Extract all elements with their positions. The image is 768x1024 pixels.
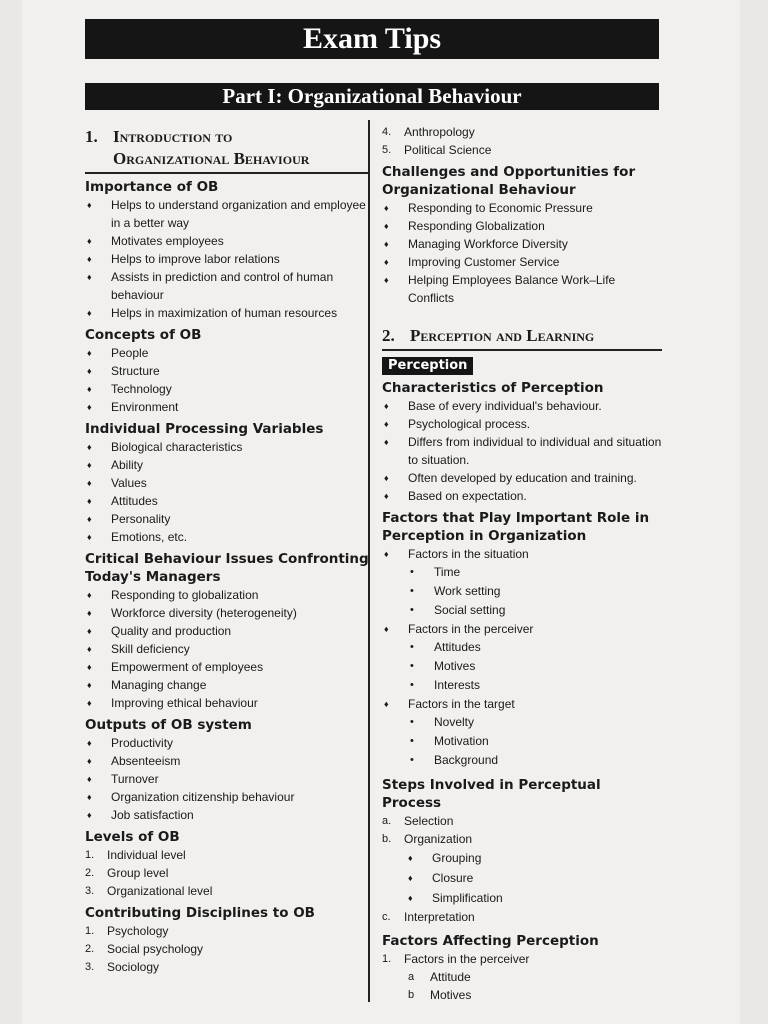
list-item: 1. Factors in the perceiver xyxy=(382,952,530,966)
list-item: ♦ Helps to improve labor relations xyxy=(85,250,369,268)
part-title: Part I: Organizational Behaviour xyxy=(85,83,659,110)
factors-role-list xyxy=(382,695,662,713)
list-item: ♦ Base of every individual's behaviour. xyxy=(382,397,662,415)
list-item: ♦ Workforce diversity (heterogeneity) xyxy=(85,604,369,622)
concepts-heading: Concepts of OB xyxy=(85,327,202,343)
list-item: ♦ Organization citizenship behaviour xyxy=(85,788,369,806)
list-item: ♦ Responding Globalization xyxy=(382,217,662,235)
list-item: ♦ Productivity xyxy=(85,734,369,752)
list-item: ♦ Factors in the perceiver xyxy=(382,620,662,638)
list-item: ♦ Factors in the target xyxy=(382,695,662,713)
characteristics-list xyxy=(382,397,662,505)
factors-role-heading: Factors that Play Important Role in Perception in Organization xyxy=(382,510,650,544)
section-rule xyxy=(85,172,369,174)
target-sublist xyxy=(382,713,662,770)
list-item: ♦ Quality and production xyxy=(85,622,369,640)
affecting-list xyxy=(382,950,662,968)
list-item: • Motives xyxy=(382,657,662,676)
perceiver-sublist xyxy=(382,638,662,695)
list-item: • Background xyxy=(382,751,662,770)
individual-heading: Individual Processing Variables xyxy=(85,421,324,437)
list-item: a. Selection xyxy=(382,814,454,828)
outputs-heading: Outputs of OB system xyxy=(85,717,252,733)
list-item: b. Organization xyxy=(382,832,473,846)
contributing-list xyxy=(85,922,369,976)
list-item: • Interests xyxy=(382,676,662,695)
list-item: ♦ Turnover xyxy=(85,770,369,788)
levels-heading: Levels of OB xyxy=(85,829,180,845)
critical-heading: Critical Behaviour Issues Confronting Today's Managers xyxy=(85,551,369,585)
steps-list-c xyxy=(382,908,662,926)
list-item: ♦ Factors in the situation xyxy=(382,545,662,563)
list-item: 2. Social psychology xyxy=(85,942,204,956)
exam-tips-title: Exam Tips xyxy=(85,19,659,59)
list-item: ♦ Emotions, etc. xyxy=(85,528,369,546)
factors-role-list xyxy=(382,545,662,563)
individual-list xyxy=(85,438,369,546)
list-item: ♦ Simplification xyxy=(382,888,662,908)
list-item: ♦ Helps to understand organization and employee in a better way xyxy=(85,196,369,232)
list-item: ♦ Improving Customer Service xyxy=(382,253,662,271)
list-item: 5. Political Science xyxy=(382,143,492,157)
list-item: ♦ Empowerment of employees xyxy=(85,658,369,676)
list-item: • Time xyxy=(382,563,662,582)
contributing-heading: Contributing Disciplines to OB xyxy=(85,905,315,921)
list-item: ♦ Managing Workforce Diversity xyxy=(382,235,662,253)
section-1-title: 1. Introduction to Organizational Behaviour xyxy=(85,127,310,168)
section-rule xyxy=(382,349,662,351)
list-item: ♦ Helps in maximization of human resources xyxy=(85,304,369,322)
list-item: ♦ Absenteeism xyxy=(85,752,369,770)
list-item: • Attitudes xyxy=(382,638,662,657)
steps-list xyxy=(382,812,662,848)
levels-list xyxy=(85,846,369,900)
left-column xyxy=(85,120,369,976)
factors-role-list xyxy=(382,620,662,638)
characteristics-heading: Characteristics of Perception xyxy=(382,380,604,396)
list-item: ♦ Helping Employees Balance Work–Life Conflicts xyxy=(382,271,662,307)
list-item: • Social setting xyxy=(382,601,662,620)
list-item: ♦ Closure xyxy=(382,868,662,888)
affecting-heading: Factors Affecting Perception xyxy=(382,933,599,949)
list-item: • Work setting xyxy=(382,582,662,601)
list-item: ♦ Personality xyxy=(85,510,369,528)
list-item: ♦ Ability xyxy=(85,456,369,474)
section-2-title: 2. Perception and Learning xyxy=(382,326,595,345)
importance-list xyxy=(85,196,369,322)
list-item: 1. Psychology xyxy=(85,924,169,938)
organization-sublist xyxy=(382,848,662,908)
list-item: ♦ Grouping xyxy=(382,848,662,868)
list-item: ♦ Differs from individual to individual and situation to situation. xyxy=(382,433,662,469)
right-column xyxy=(382,120,662,1004)
outputs-list xyxy=(85,734,369,824)
list-item: 4. Anthropology xyxy=(382,125,475,139)
list-item: ♦ Skill deficiency xyxy=(85,640,369,658)
list-item: 2. Group level xyxy=(85,866,169,880)
list-item: 3. Organizational level xyxy=(85,884,213,898)
list-item: 3. Sociology xyxy=(85,960,160,974)
challenges-heading: Challenges and Opportunities for Organizational Behaviour xyxy=(382,164,636,198)
list-item: ♦ Job satisfaction xyxy=(85,806,369,824)
list-item: ♦ Technology xyxy=(85,380,369,398)
list-item: ♦ People xyxy=(85,344,369,362)
list-item: • Motivation xyxy=(382,732,662,751)
situation-sublist xyxy=(382,563,662,620)
list-item: 1. Individual level xyxy=(85,848,186,862)
challenges-list xyxy=(382,199,662,307)
list-item: c. Interpretation xyxy=(382,910,475,924)
list-item: a Attitude xyxy=(408,970,471,984)
list-item: ♦ Environment xyxy=(85,398,369,416)
list-item: ♦ Managing change xyxy=(85,676,369,694)
list-item: ♦ Based on expectation. xyxy=(382,487,662,505)
list-item: ♦ Structure xyxy=(85,362,369,380)
list-item: ♦ Often developed by education and training. xyxy=(382,469,662,487)
list-item: • Novelty xyxy=(382,713,662,732)
steps-heading: Steps Involved in Perceptual Process xyxy=(382,777,601,811)
list-item: ♦ Assists in prediction and control of human behaviour xyxy=(85,268,369,304)
list-item: b Motives xyxy=(408,988,472,1002)
critical-list xyxy=(85,586,369,712)
affecting-sublist xyxy=(382,968,662,1004)
list-item: ♦ Attitudes xyxy=(85,492,369,510)
list-item: ♦ Improving ethical behaviour xyxy=(85,694,369,712)
perception-tag: Perception xyxy=(382,357,473,375)
list-item: ♦ Responding to Economic Pressure xyxy=(382,199,662,217)
concepts-list xyxy=(85,344,369,416)
list-item: ♦ Biological characteristics xyxy=(85,438,369,456)
importance-heading: Importance of OB xyxy=(85,179,219,195)
contributing-list-continued xyxy=(382,123,662,159)
list-item: ♦ Motivates employees xyxy=(85,232,369,250)
list-item: ♦ Psychological process. xyxy=(382,415,662,433)
list-item: ♦ Values xyxy=(85,474,369,492)
list-item: ♦ Responding to globalization xyxy=(85,586,369,604)
